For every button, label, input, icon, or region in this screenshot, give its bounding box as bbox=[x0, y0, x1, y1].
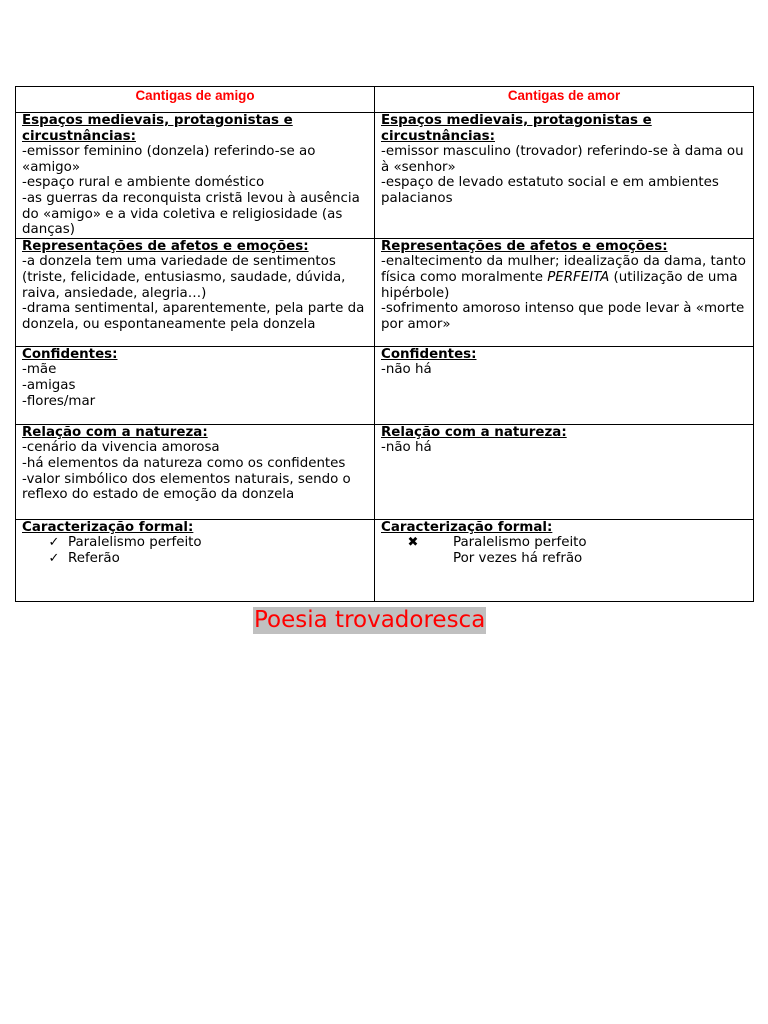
cell-line: -valor simbólico dos elementos naturais, sendo o reflexo do estado de emoção da donzela bbox=[22, 471, 351, 503]
cell-title: Espaços medievais, protagonistas e circustnâncias: bbox=[381, 113, 652, 144]
bullet-item bbox=[22, 535, 368, 551]
cell-title: Caracterização formal: bbox=[22, 519, 194, 535]
cell-line: -a donzela tem uma variedade de sentimentos (triste, felicidade, entusiasmo, saudade, dúvida, raiva, ansiedade, alegria…) bbox=[22, 254, 346, 301]
table-row bbox=[16, 519, 754, 601]
cell-amor-afetos bbox=[375, 238, 754, 346]
cell-line-italic: PERFEITA bbox=[547, 269, 610, 285]
cell-line: -não há bbox=[381, 362, 432, 378]
cell-title: Representações de afetos e emoções: bbox=[22, 238, 309, 254]
cell-title: Representações de afetos e emoções: bbox=[381, 238, 668, 254]
cell-line: -flores/mar bbox=[22, 393, 96, 409]
cell-amigo-formal bbox=[16, 519, 375, 601]
bullet-item bbox=[381, 535, 747, 551]
table-row bbox=[16, 113, 754, 239]
cell-title: Caracterização formal: bbox=[381, 519, 553, 535]
checkmark-icon: ✓ bbox=[48, 535, 60, 551]
cell-title: Confidentes: bbox=[381, 346, 477, 362]
cell-line: -as guerras da reconquista cristã levou à ausência do «amigo» e a vida coletiva e religiosidade (as danças) bbox=[22, 190, 360, 238]
cell-line: -há elementos da natureza como os confidentes bbox=[22, 455, 346, 471]
cross-icon: ✖ bbox=[407, 535, 419, 551]
checkmark-icon: ✓ bbox=[48, 550, 60, 566]
cell-title: Espaços medievais, protagonistas e circustnâncias: bbox=[22, 113, 293, 144]
document-title: Poesia trovadoresca bbox=[254, 607, 486, 633]
column-header-amor-label: Cantigas de amor bbox=[507, 88, 621, 103]
cell-line: -espaço rural e ambiente doméstico bbox=[22, 175, 265, 191]
cell-line-part: -enaltecimento da mulher; idealização da dama, tanto física como moralmente bbox=[381, 254, 746, 285]
bullet-item bbox=[22, 551, 368, 567]
bullet-text: Paralelismo perfeito bbox=[68, 535, 202, 551]
cell-amigo-espacos bbox=[16, 113, 375, 239]
table-header-row bbox=[16, 87, 754, 113]
table-row bbox=[16, 346, 754, 424]
cell-line: -mãe bbox=[22, 362, 57, 378]
column-header-amigo bbox=[16, 87, 375, 113]
cell-amor-espacos bbox=[375, 113, 754, 239]
cell-title: Confidentes: bbox=[22, 346, 118, 362]
cell-amor-natureza bbox=[375, 424, 754, 519]
cell-line: -emissor masculino (trovador) referindo-se à dama ou à «senhor» bbox=[381, 144, 744, 175]
bullet-text: Referão bbox=[68, 550, 120, 566]
cell-line-part: (utilização de uma hipérbole) bbox=[381, 269, 738, 301]
cell-amigo-natureza bbox=[16, 424, 375, 519]
cell-line: -amigas bbox=[22, 377, 76, 393]
cell-line: -sofrimento amoroso intenso que pode levar à «morte por amor» bbox=[381, 301, 745, 332]
cell-line: -emissor feminino (donzela) referindo-se ao «amigo» bbox=[22, 144, 316, 175]
bullet-item bbox=[381, 551, 747, 567]
cell-line: -cenário da vivencia amorosa bbox=[22, 440, 220, 456]
bullet-text: Paralelismo perfeito bbox=[453, 535, 587, 551]
table-row bbox=[16, 238, 754, 346]
cell-line: -espaço de levado estatuto social e em ambientes palacianos bbox=[381, 175, 719, 206]
cell-amigo-afetos bbox=[16, 238, 375, 346]
cell-amor-confidentes bbox=[375, 346, 754, 424]
cell-amigo-confidentes bbox=[16, 346, 375, 424]
comparison-table bbox=[15, 86, 754, 602]
cell-line: -não há bbox=[381, 440, 432, 456]
bullet-text: Por vezes há refrão bbox=[453, 550, 583, 566]
cell-title: Relação com a natureza: bbox=[381, 424, 567, 440]
cell-line: -drama sentimental, aparentemente, pela parte da donzela, ou espontaneamente pela donzela bbox=[22, 301, 365, 332]
column-header-amigo-label: Cantigas de amigo bbox=[135, 88, 255, 103]
table-row bbox=[16, 424, 754, 519]
cell-line bbox=[381, 254, 747, 301]
cell-title: Relação com a natureza: bbox=[22, 424, 208, 440]
column-header-amor bbox=[375, 87, 754, 113]
cell-amor-formal bbox=[375, 519, 754, 601]
